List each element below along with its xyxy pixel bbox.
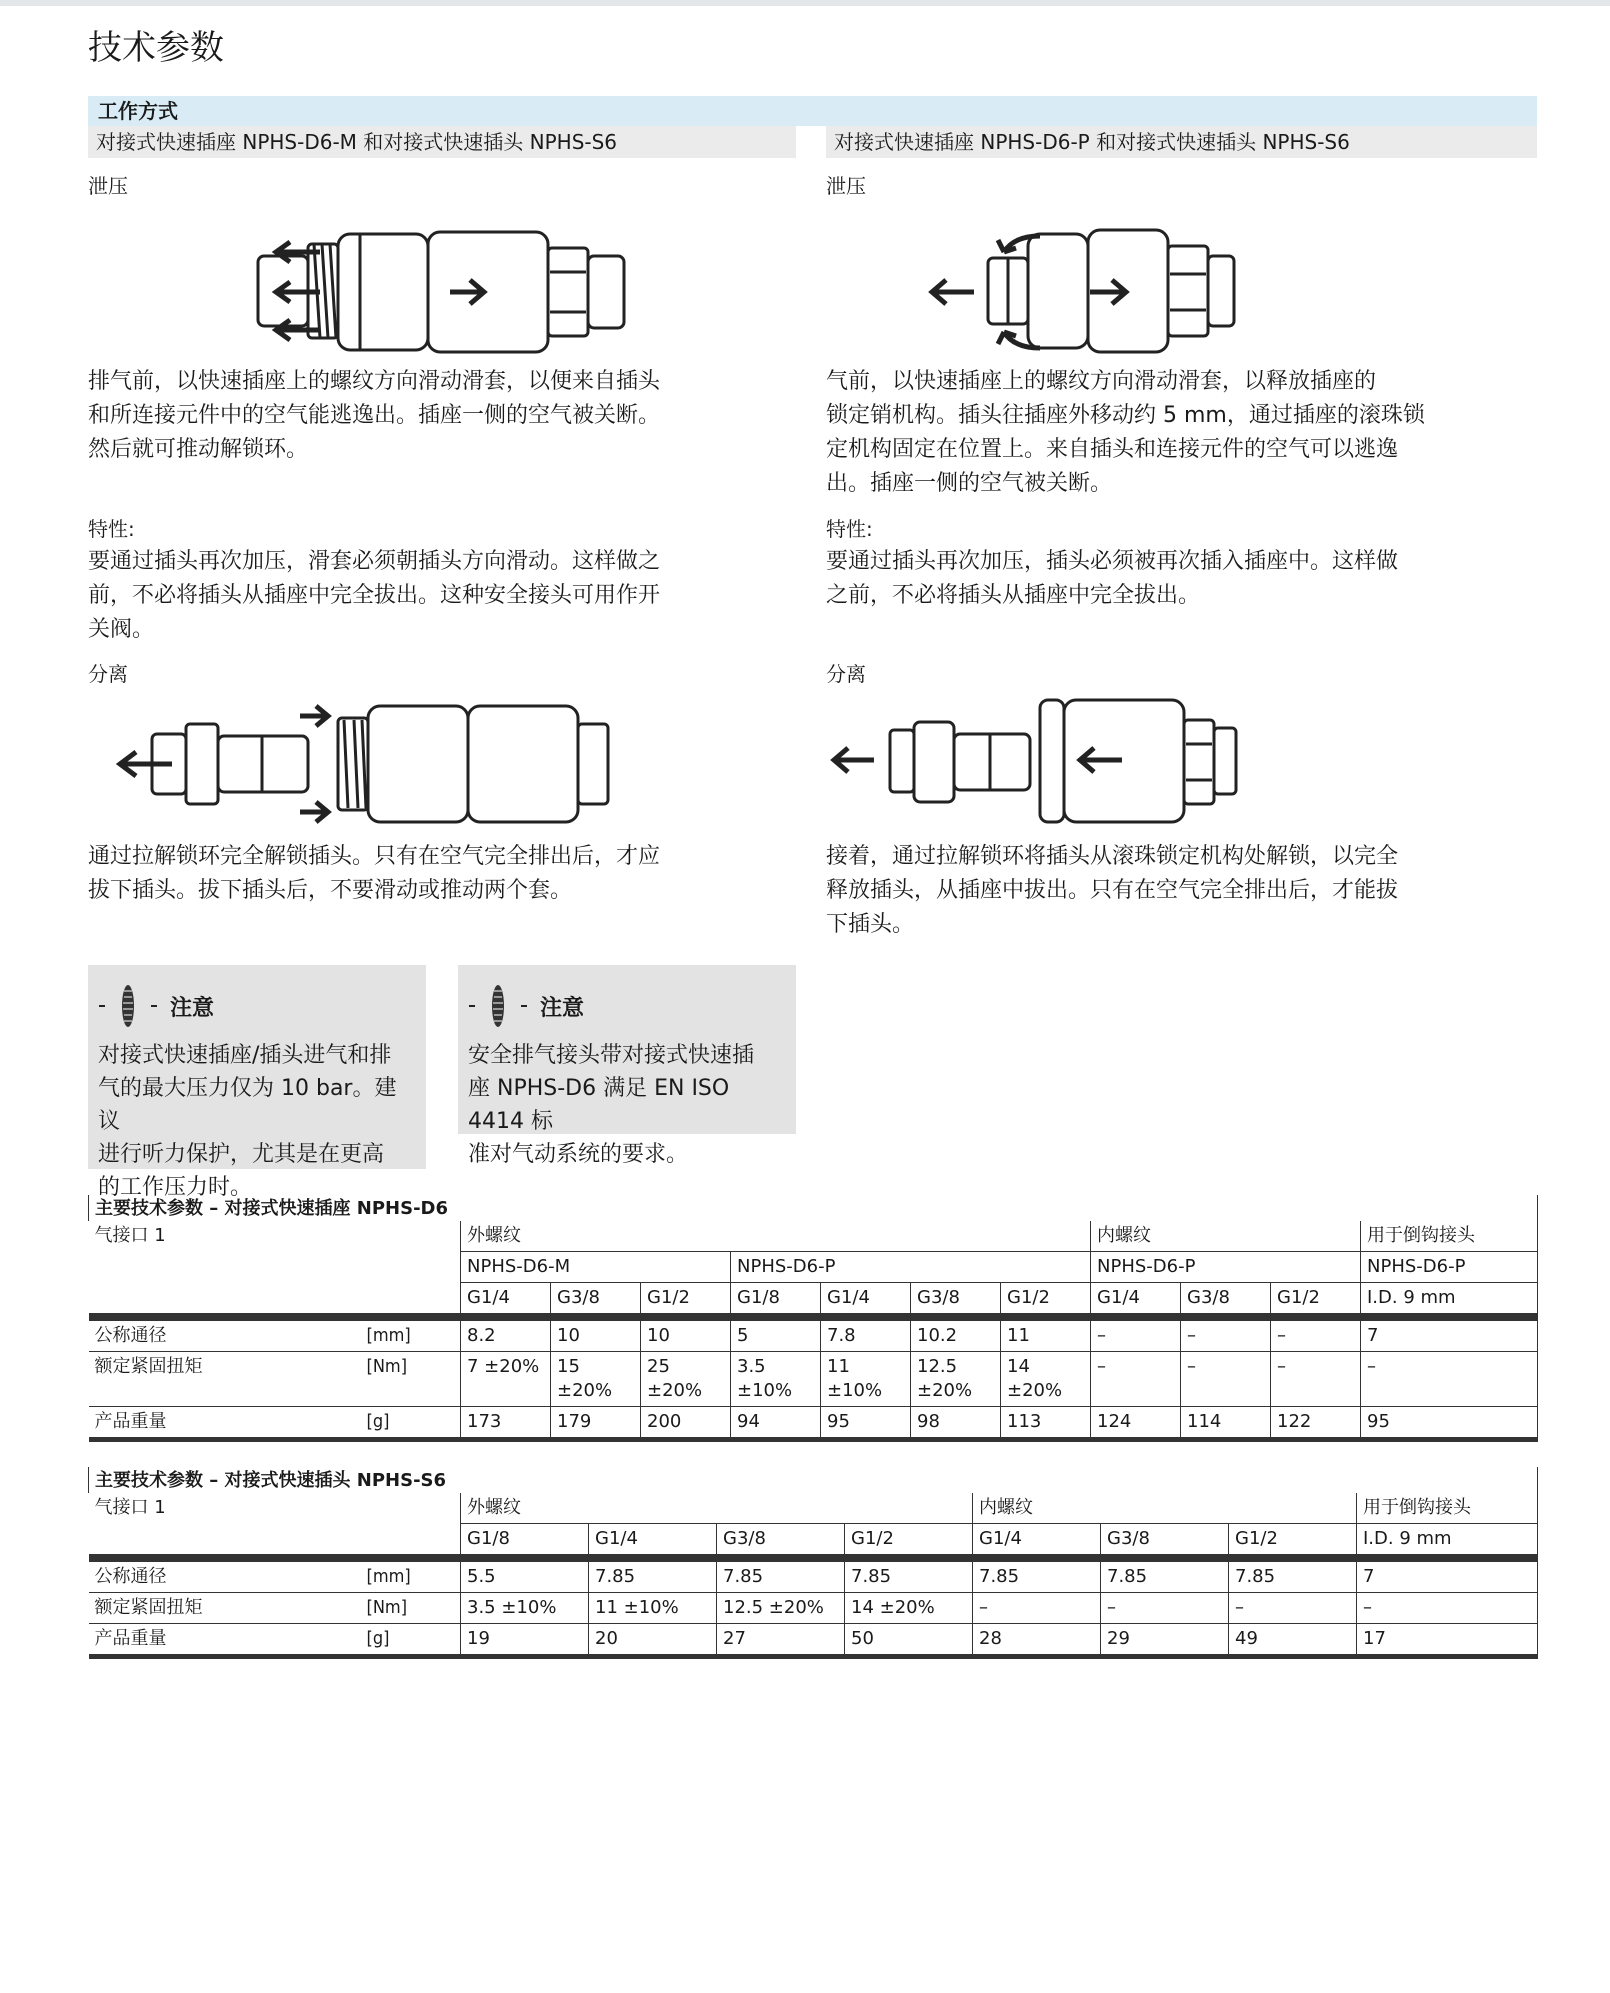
notice-box-standard bbox=[458, 965, 796, 1167]
value-cell: 7.85 bbox=[717, 1558, 845, 1593]
table-title: 主要技术参数 – 对接式快速插头 NPHS-S6 bbox=[89, 1467, 1538, 1493]
notice-box-pressure bbox=[88, 965, 426, 1200]
text-line: 关阀。 bbox=[88, 617, 155, 642]
value-cell: – bbox=[1101, 1593, 1229, 1624]
row-unit: [mm] bbox=[361, 1558, 461, 1593]
port-cell: G1/4 bbox=[461, 1283, 551, 1318]
value-cell: 11 ±10% bbox=[589, 1593, 717, 1624]
notice-text bbox=[98, 1039, 416, 1204]
value-cell: – bbox=[1091, 1352, 1181, 1407]
value-cell: 11 bbox=[1001, 1317, 1091, 1352]
port-cell: G1/4 bbox=[973, 1524, 1101, 1559]
warning-note-icon bbox=[468, 983, 528, 1029]
port-cell: G1/2 bbox=[1271, 1283, 1361, 1318]
value-cell: – bbox=[1357, 1593, 1538, 1624]
value-cell: 27 bbox=[717, 1624, 845, 1657]
port-label: 气接口 1 bbox=[89, 1493, 461, 1558]
row-label: 产品重量 bbox=[89, 1624, 361, 1657]
text-line: 定机构固定在位置上。来自插头和连接元件的空气可以逃逸 bbox=[826, 437, 1399, 462]
value-cell: – bbox=[1181, 1317, 1271, 1352]
value-cell: 7 bbox=[1357, 1558, 1538, 1593]
port-cell: G1/2 bbox=[1001, 1283, 1091, 1318]
value-cell: 14 ±20% bbox=[1001, 1352, 1091, 1407]
table-row bbox=[89, 1317, 1538, 1352]
value-cell: 113 bbox=[1001, 1407, 1091, 1440]
value-cell: 95 bbox=[821, 1407, 911, 1440]
working-mode-bar bbox=[88, 96, 1537, 126]
row-label: 额定紧固扭矩 bbox=[89, 1593, 361, 1624]
row-unit: [Nm] bbox=[361, 1593, 461, 1624]
port-cell: I.D. 9 mm bbox=[1357, 1524, 1538, 1559]
value-cell: 3.5 ±10% bbox=[461, 1593, 589, 1624]
right-separate-label: 分离 bbox=[826, 662, 866, 686]
row-label: 公称通径 bbox=[89, 1317, 361, 1352]
row-unit: [Nm] bbox=[361, 1352, 461, 1407]
value-cell: 114 bbox=[1181, 1407, 1271, 1440]
right-feature-label: 特性: bbox=[826, 517, 873, 541]
value-cell: 124 bbox=[1091, 1407, 1181, 1440]
row-label: 产品重量 bbox=[89, 1407, 361, 1440]
value-cell: 10 bbox=[551, 1317, 641, 1352]
value-cell: 28 bbox=[973, 1624, 1101, 1657]
group-female-thread: 内螺纹 bbox=[1091, 1221, 1361, 1252]
value-cell: 15 ±20% bbox=[551, 1352, 641, 1407]
table-row bbox=[89, 1624, 1538, 1657]
table-row bbox=[89, 1593, 1538, 1624]
text-line: 和所连接元件中的空气能逃逸出。插座一侧的空气被关断。 bbox=[88, 403, 661, 428]
type-cell: NPHS-D6-P bbox=[731, 1252, 1091, 1283]
text-line: 进行听力保护，尤其是在更高 bbox=[98, 1142, 385, 1167]
port-cell: G3/8 bbox=[1181, 1283, 1271, 1318]
table-row bbox=[89, 1352, 1538, 1407]
left-separate-diagram bbox=[112, 698, 632, 828]
top-rule bbox=[0, 0, 1610, 6]
text-line: 出。插座一侧的空气被关断。 bbox=[826, 471, 1113, 496]
text-line: 通过拉解锁环完全解锁插头。只有在空气完全排出后，才应 bbox=[88, 844, 661, 869]
value-cell: 179 bbox=[551, 1407, 641, 1440]
text-line: 之前，不必将插头从插座中完全拔出。 bbox=[826, 583, 1201, 608]
port-cell: G1/2 bbox=[1229, 1524, 1357, 1559]
port-cell: G1/8 bbox=[461, 1524, 589, 1559]
type-cell: NPHS-D6-P bbox=[1361, 1252, 1538, 1283]
text-line: 前，不必将插头从插座中完全拔出。这种安全接头可用作开 bbox=[88, 583, 661, 608]
value-cell: 7.85 bbox=[589, 1558, 717, 1593]
value-cell: – bbox=[1229, 1593, 1357, 1624]
text-line: 释放插头，从插座中拔出。只有在空气完全排出后，才能拔 bbox=[826, 878, 1399, 903]
port-cell: G3/8 bbox=[911, 1283, 1001, 1318]
value-cell: 19 bbox=[461, 1624, 589, 1657]
row-label: 公称通径 bbox=[89, 1558, 361, 1593]
value-cell: 5 bbox=[731, 1317, 821, 1352]
value-cell: 50 bbox=[845, 1624, 973, 1657]
text-line: 气的最大压力仅为 10 bar。建议 bbox=[98, 1076, 397, 1134]
port-cell: G1/4 bbox=[821, 1283, 911, 1318]
port-cell: G1/2 bbox=[845, 1524, 973, 1559]
left-separate-label: 分离 bbox=[88, 662, 128, 686]
text-line: 拔下插头。拔下插头后，不要滑动或推动两个套。 bbox=[88, 878, 573, 903]
notice-title: 注意 bbox=[170, 995, 215, 1021]
port-cell: G3/8 bbox=[1101, 1524, 1229, 1559]
row-unit: [g] bbox=[361, 1624, 461, 1657]
value-cell: 95 bbox=[1361, 1407, 1538, 1440]
right-separate-diagram bbox=[826, 694, 1246, 828]
left-feature-label: 特性: bbox=[88, 517, 135, 541]
row-unit: [g] bbox=[361, 1407, 461, 1440]
value-cell: 173 bbox=[461, 1407, 551, 1440]
text-line: 接着，通过拉解锁环将插头从滚珠锁定机构处解锁，以完全 bbox=[826, 844, 1399, 869]
working-mode-title: 工作方式 bbox=[98, 99, 178, 123]
left-exhaust-diagram bbox=[250, 222, 640, 362]
value-cell: 17 bbox=[1357, 1624, 1538, 1657]
value-cell: – bbox=[1271, 1317, 1361, 1352]
value-cell: – bbox=[973, 1593, 1101, 1624]
value-cell: – bbox=[1091, 1317, 1181, 1352]
text-line: 下插头。 bbox=[826, 912, 915, 937]
port-label: 气接口 1 bbox=[89, 1221, 461, 1317]
value-cell: – bbox=[1181, 1352, 1271, 1407]
value-cell: 12.5 ±20% bbox=[911, 1352, 1001, 1407]
value-cell: – bbox=[1361, 1352, 1538, 1407]
value-cell: – bbox=[1271, 1352, 1361, 1407]
port-cell: G3/8 bbox=[551, 1283, 641, 1318]
value-cell: 7 bbox=[1361, 1317, 1538, 1352]
text-line: 锁定销机构。插头往插座外移动约 5 mm，通过插座的滚珠锁 bbox=[826, 403, 1425, 428]
port-cell: I.D. 9 mm bbox=[1361, 1283, 1538, 1318]
text-line: 然后就可推动解锁环。 bbox=[88, 437, 309, 462]
left-feature-text bbox=[88, 545, 728, 647]
text-line: 安全排气接头带对接式快速插 bbox=[468, 1043, 755, 1068]
left-exhaust-text bbox=[88, 365, 728, 467]
right-exhaust-diagram bbox=[920, 222, 1240, 362]
value-cell: 3.5 ±10% bbox=[731, 1352, 821, 1407]
port-cell: G1/2 bbox=[641, 1283, 731, 1318]
group-male-thread: 外螺纹 bbox=[461, 1221, 1091, 1252]
left-column-header: 对接式快速插座 NPHS-D6-M 和对接式快速插头 NPHS-S6 bbox=[88, 126, 796, 158]
value-cell: 49 bbox=[1229, 1624, 1357, 1657]
notice-text bbox=[468, 1039, 786, 1171]
type-cell: NPHS-D6-M bbox=[461, 1252, 731, 1283]
warning-note-icon bbox=[98, 983, 158, 1029]
port-cell: G3/8 bbox=[717, 1524, 845, 1559]
value-cell: 7 ±20% bbox=[461, 1352, 551, 1407]
port-cell: G1/8 bbox=[731, 1283, 821, 1318]
value-cell: 7.8 bbox=[821, 1317, 911, 1352]
notice-title: 注意 bbox=[540, 995, 585, 1021]
value-cell: 7.85 bbox=[1101, 1558, 1229, 1593]
right-column-header: 对接式快速插座 NPHS-D6-P 和对接式快速插头 NPHS-S6 bbox=[826, 126, 1537, 158]
value-cell: 7.85 bbox=[973, 1558, 1101, 1593]
value-cell: 20 bbox=[589, 1624, 717, 1657]
table-title: 主要技术参数 – 对接式快速插座 NPHS-D6 bbox=[89, 1195, 1538, 1221]
text-line: 准对气动系统的要求。 bbox=[468, 1142, 689, 1167]
row-label: 额定紧固扭矩 bbox=[89, 1352, 361, 1407]
value-cell: 7.85 bbox=[845, 1558, 973, 1593]
group-male-thread: 外螺纹 bbox=[461, 1493, 973, 1524]
value-cell: 12.5 ±20% bbox=[717, 1593, 845, 1624]
text-line: 排气前，以快速插座上的螺纹方向滑动滑套，以便来自插头 bbox=[88, 369, 661, 394]
text-line: 要通过插头再次加压，滑套必须朝插头方向滑动。这样做之 bbox=[88, 549, 661, 574]
value-cell: 25 ±20% bbox=[641, 1352, 731, 1407]
value-cell: 11 ±10% bbox=[821, 1352, 911, 1407]
right-exhaust-text bbox=[826, 365, 1466, 501]
right-feature-text bbox=[826, 545, 1466, 613]
text-line: 座 NPHS-D6 满足 EN ISO 4414 标 bbox=[468, 1076, 730, 1134]
value-cell: 8.2 bbox=[461, 1317, 551, 1352]
text-line: 对接式快速插座/插头进气和排 bbox=[98, 1043, 392, 1068]
text-line: 气前，以快速插座上的螺纹方向滑动滑套，以释放插座的 bbox=[826, 369, 1377, 394]
value-cell: 10.2 bbox=[911, 1317, 1001, 1352]
value-cell: 98 bbox=[911, 1407, 1001, 1440]
text-line: 的工作压力时。 bbox=[98, 1175, 253, 1200]
table-row bbox=[89, 1558, 1538, 1593]
right-exhaust-label: 泄压 bbox=[826, 174, 866, 198]
type-cell: NPHS-D6-P bbox=[1091, 1252, 1361, 1283]
group-barbed: 用于倒钩接头 bbox=[1357, 1493, 1538, 1524]
group-barbed: 用于倒钩接头 bbox=[1361, 1221, 1538, 1252]
port-cell: G1/4 bbox=[1091, 1283, 1181, 1318]
value-cell: 14 ±20% bbox=[845, 1593, 973, 1624]
spec-table-plug bbox=[88, 1467, 1538, 1659]
value-cell: 122 bbox=[1271, 1407, 1361, 1440]
value-cell: 200 bbox=[641, 1407, 731, 1440]
group-female-thread: 内螺纹 bbox=[973, 1493, 1357, 1524]
page-title: 技术参数 bbox=[88, 28, 224, 68]
left-separate-text bbox=[88, 840, 728, 908]
value-cell: 94 bbox=[731, 1407, 821, 1440]
value-cell: 29 bbox=[1101, 1624, 1229, 1657]
row-unit: [mm] bbox=[361, 1317, 461, 1352]
spec-table-socket bbox=[88, 1195, 1538, 1442]
left-exhaust-label: 泄压 bbox=[88, 174, 128, 198]
value-cell: 5.5 bbox=[461, 1558, 589, 1593]
value-cell: 10 bbox=[641, 1317, 731, 1352]
value-cell: 7.85 bbox=[1229, 1558, 1357, 1593]
right-separate-text bbox=[826, 840, 1466, 942]
table-row bbox=[89, 1407, 1538, 1440]
port-cell: G1/4 bbox=[589, 1524, 717, 1559]
text-line: 要通过插头再次加压，插头必须被再次插入插座中。这样做 bbox=[826, 549, 1399, 574]
